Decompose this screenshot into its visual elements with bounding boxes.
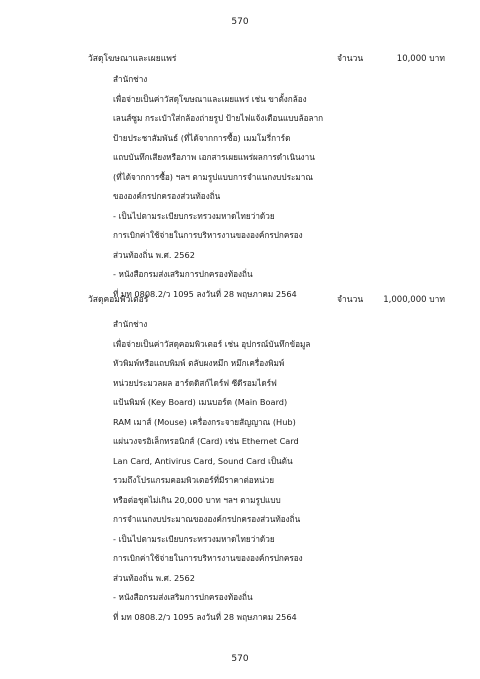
description-line: หัวพิมพ์หรือแถบพิมพ์ ตลับผงหมึก หมึกเครื่องพิมพ์ [113, 358, 285, 368]
item-qty-label: จำนวน [337, 54, 364, 64]
item-description-advertising-materials [113, 70, 343, 304]
description-line: รวมถึงโปรแกรมคอมพิวเตอร์ที่มีราคาต่อหน่วย [113, 475, 275, 485]
description-line: เลนส์ซูม กระเป๋าใส่กล้องถ่ายรูป ป้ายไฟแจ้งเตือนแบบล้อลาก [113, 113, 324, 123]
description-line: ที่ มท 0808.2/ว 1095 ลงวันที่ 28 พฤษภาคม 2564 [113, 611, 297, 622]
description-line: เพื่อจ่ายเป็นค่าวัสดุโฆษณาและเผยแพร่ เช่น ขาตั้งกล้อง [113, 93, 307, 104]
description-line: แถบบันทึกเสียงหรือภาพ เอกสารเผยแพร่ผลการดำเนินงาน [113, 152, 315, 162]
description-line: - หนังสือกรมส่งเสริมการปกครองท้องถิ่น [113, 592, 253, 602]
description-line: ที่ มท 0808.2/ว 1095 ลงวันที่ 28 พฤษภาคม 2564 [113, 288, 297, 299]
description-line: สำนักช่าง [113, 319, 148, 329]
description-line: - เป็นไปตามระเบียบกระทรวงมหาดไทยว่าด้วย [113, 210, 275, 221]
description-line: - เป็นไปตามระเบียบกระทรวงมหาดไทยว่าด้วย [113, 533, 275, 544]
item-qty-label: จำนวน [337, 295, 364, 305]
description-line: ส่วนท้องถิ่น พ.ศ. 2562 [113, 572, 195, 583]
description-line: แผ่นวงจรอิเล็กทรอนิกส์ (Card) เช่น Ethernet Card [113, 436, 299, 446]
description-line: - หนังสือกรมส่งเสริมการปกครองท้องถิ่น [113, 269, 253, 279]
description-line: หน่วยประมวลผล ฮาร์ดดิสก์ไดร์ฟ ซีดีรอมไดร์ฟ [113, 377, 277, 388]
description-line: ขององค์กรปกครองส่วนท้องถิ่น [113, 191, 221, 201]
page-number-top: 570 [231, 17, 249, 27]
description-line: (ที่ได้จากการซื้อ) ฯลฯ ตามรูปแบบการจำแนกงบประมาณ [113, 171, 313, 182]
description-line: เพื่อจ่ายเป็นค่าวัสดุคอมพิวเตอร์ เช่น อุปกรณ์บันทึกข้อมูล [113, 338, 311, 349]
item-amount: 1,000,000 บาท [383, 295, 445, 305]
item-amount: 10,000 บาท [396, 54, 445, 64]
description-line: RAM เมาส์ (Mouse) เครื่องกระจายสัญญาณ (Hub) [113, 416, 296, 427]
description-line: สำนักช่าง [113, 74, 148, 84]
item-description-computer-materials [113, 315, 343, 627]
description-line: ส่วนท้องถิ่น พ.ศ. 2562 [113, 249, 195, 260]
description-line: การจำแนกงบประมาณขององค์กรปกครองส่วนท้องถิ่น [113, 514, 301, 524]
description-line: การเบิกค่าใช้จ่ายในการบริหารงานขององค์กรปกครอง [113, 553, 303, 563]
description-line: หรือต่อชุดไม่เกิน 20,000 บาท ฯลฯ ตามรูปแบบ [113, 494, 281, 505]
item-title-computer-materials: วัสดุคอมพิวเตอร์ [88, 295, 149, 305]
page-number-bottom: 570 [231, 654, 249, 664]
description-line: แป้นพิมพ์ (Key Board) เมนบอร์ด (Main Board) [113, 397, 288, 407]
description-line: ป้ายประชาสัมพันธ์ (ที่ได้จากการซื้อ) เมมโมรี่การ์ด [113, 132, 291, 143]
description-line: การเบิกค่าใช้จ่ายในการบริหารงานขององค์กรปกครอง [113, 230, 303, 240]
item-title-advertising-materials: วัสดุโฆษณาและเผยแพร่ [88, 54, 177, 64]
description-line: Lan Card, Antivirus Card, Sound Card เป็นต้น [113, 455, 293, 466]
